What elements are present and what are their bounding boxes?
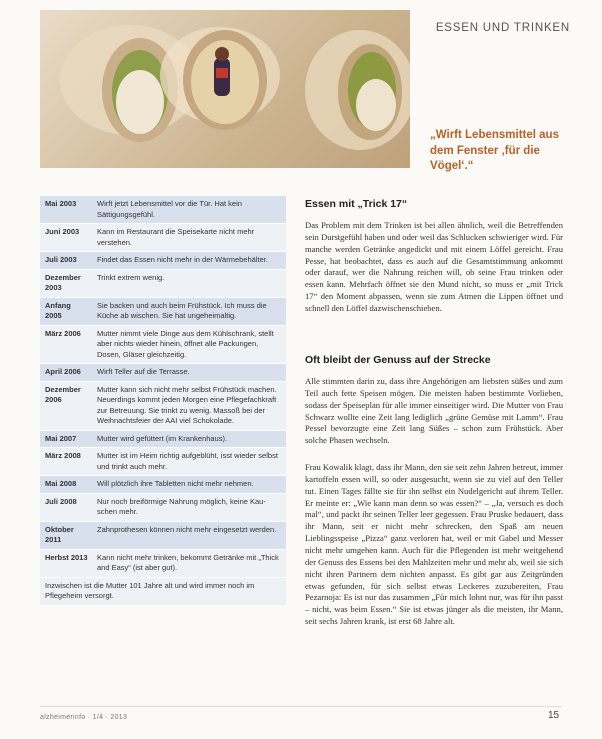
timeline-date: März 2006 bbox=[45, 328, 81, 338]
pull-quote: „Wirft Lebensmittel aus dem Fenster ‚für die Vögel‘.“ bbox=[430, 129, 559, 173]
timeline-row bbox=[40, 224, 286, 252]
timeline-date: März 2008 bbox=[45, 451, 81, 460]
timeline-date: Juli 2003 bbox=[45, 255, 77, 264]
article-heading-2: Oft bleibt der Genuss auf der Strecke bbox=[305, 354, 491, 366]
timeline-date: Dezember 2003 bbox=[45, 272, 81, 292]
timeline-text: Sie backen und auch beim Frühstück. Ich muss die Küche ab wischen. Sie hat ungeheimaltig. bbox=[97, 300, 267, 320]
timeline-date: April 2006 bbox=[45, 367, 81, 376]
timeline-date: Mai 2008 bbox=[45, 479, 77, 488]
header-photo bbox=[40, 10, 410, 168]
timeline-row bbox=[40, 252, 286, 270]
footer-rule bbox=[40, 706, 562, 707]
timeline-text: Wirft jetzt Lebensmittel vor die Tür. Hat kein Sättigungsgefühl. bbox=[97, 199, 242, 219]
timeline-date: Oktober 2011 bbox=[45, 524, 74, 544]
timeline-date: Herbst 2013 bbox=[45, 552, 88, 562]
timeline-text: Mutter wird gefüttert (im Krankenhaus). bbox=[97, 433, 228, 443]
timeline-table bbox=[40, 196, 286, 605]
page-number: 15 bbox=[548, 710, 560, 721]
article-paragraph-2: Alle stimmten darin zu, dass ihre Angehörigen am liebsten süßes und zum Teil auch fette Speisen mögen. Die meisten haben bestimmte Vorlieben, sodass der Speiseplan für alle immer einseitiger wird. Die Mutter von Frau Schwarz wollte eine Zeit lang lediglich „grüne Gemüse mit Lamm“. Frau Pessel bevorzugte eine Zeit lang Süßes – schon zum Frühstück. Aber solche Phasen wechseln. bbox=[305, 376, 563, 446]
timeline-text: Will plötzlich ihre Tabletten nicht mehr nehmen. bbox=[97, 479, 254, 488]
timeline-date: Juni 2003 bbox=[45, 227, 80, 236]
timeline-footnote: Inzwischen ist die Mutter 101 Jahre alt und wird immer noch im Pflegeheim versorgt. bbox=[40, 578, 286, 605]
timeline-text: Kann nicht mehr trinken, bekommt Getränke mit „Thick and Easy“ (ist aber gut). bbox=[97, 552, 279, 572]
timeline-row bbox=[40, 382, 286, 431]
timeline-text: Wirft Teller auf die Terrasse. bbox=[97, 367, 190, 376]
timeline-date: Juli 2008 bbox=[45, 496, 77, 506]
timeline-row bbox=[40, 364, 286, 382]
timeline-row bbox=[40, 448, 286, 476]
timeline-date: Mai 2007 bbox=[45, 433, 77, 443]
timeline-date: Dezember 2006 bbox=[45, 384, 81, 404]
timeline-text: Mutter ist im Heim richtig aufgeblüht, isst wieder selbst und trinkt auch mehr. bbox=[97, 451, 278, 471]
article-paragraph-1: Das Problem mit dem Trinken ist bei allen ähnlich, weil die Betreffenden sein Durstgefühl haben und oder weil das Schlucken schwieriger wird. Für manche werden Getränke angedickt und mit einem Löffel gereicht. Frau Pesse, hat beobachtet, dass es auch auf die Gesamtstimmung ankommt oder darauf, wer die Nahrung reichen will, ob seine Frau trinken oder essen kann. Mehrfach öffnet sie den Mund nicht, so muss er „mit Trick 17“ den Moment abpassen, wenn sie zum Atmen die Lippen öffnet und schnell den Löffel dazwischenschieben. bbox=[305, 220, 563, 314]
timeline-text: Mutter kann sich nicht mehr selbst Frühstück machen. Neuerdings kommt jeden Morgen eine Pflegefachkraft zur Betreuung. Sie trinkt zu wenig. Massoß bei der Weihnachtsfeier der AAI viel Schokolade. bbox=[97, 384, 277, 425]
timeline-text: Trinkt extrem wenig. bbox=[97, 272, 165, 282]
timeline-row bbox=[40, 196, 286, 224]
timeline-row bbox=[40, 270, 286, 298]
timeline-text: Findet das Essen nicht mehr in der Wärmebehälter. bbox=[97, 255, 268, 264]
timeline-date: Mai 2003 bbox=[45, 199, 77, 208]
timeline-text: Mutter nimmt viele Dinge aus dem Kühlschrank, stellt aber nichts wieder hinein, öffnet alle Packungen, Dosen, Gläser gleichzeitig. bbox=[97, 328, 274, 359]
timeline-row bbox=[40, 431, 286, 449]
article-heading-1: Essen mit „Trick 17“ bbox=[305, 198, 408, 210]
timeline-row bbox=[40, 494, 286, 522]
timeline-row bbox=[40, 476, 286, 494]
timeline-row bbox=[40, 522, 286, 550]
timeline-text: Nur noch breiförmige Nahrung möglich, keine Kauschen mehr. bbox=[97, 496, 266, 516]
timeline-row bbox=[40, 298, 286, 326]
section-label: ESSEN UND TRINKEN bbox=[435, 22, 570, 34]
photo-illustration bbox=[40, 10, 410, 168]
timeline-text: Zahnprothesen können nicht mehr eingesetzt werden. bbox=[97, 524, 277, 534]
footer-publication: alzheimerinfo · 1/4 · 2013 bbox=[40, 714, 128, 721]
timeline-text: Kann im Restaurant die Speisekarte nicht mehr verstehen. bbox=[97, 227, 255, 247]
article-paragraph-3: Frau Kowalik klagt, dass ihr Mann, den sie seit zehn Jahren betreut, immer kartoffeln essen will, so oder ausgesucht, wenn sie zu viel auf den Teller tut. Einen Tages fällte sie für ihn selbst ein Nudelgericht auf ihrem Teller. Er meinte er: „Wie kann man denn so was essen?“ – „Ja, versuch es doch mal“, und packt ihr seinen Teller leer gegessen. Frau Pruske bedauert, dass ihr Mann, seit er nicht mehr schrecken, den Spaß am neuen Lieblingsspeise „Pizza“ ganz verloren hat, weil er mit Gabel und Messer nicht mehr umgehen kann. Auch für die Pflegenden ist mehr weitgehend der Genuss des Essens bei den Mahlzeiten mehr und mehr ab, weil sie sich nicht ihren Partnern dem nichten anpasst. Es gibt gar aus Zeitgründen etwas gefunden, für sich selbst etwas Leckeres zuzubereiten, Frau Pezarnoja: Es ist nur das zusammen „Für mich lohnt nur, was für ihn passt – nicht, was beim Essen.“ Sie ist etwas jünger als die meisten, ihr Mann, seit sechs Jahren krank, ist erst 68 Jahre alt. bbox=[305, 462, 563, 627]
timeline-row bbox=[40, 326, 286, 365]
timeline-date: Anfang 2005 bbox=[45, 300, 71, 320]
timeline-row bbox=[40, 550, 286, 578]
